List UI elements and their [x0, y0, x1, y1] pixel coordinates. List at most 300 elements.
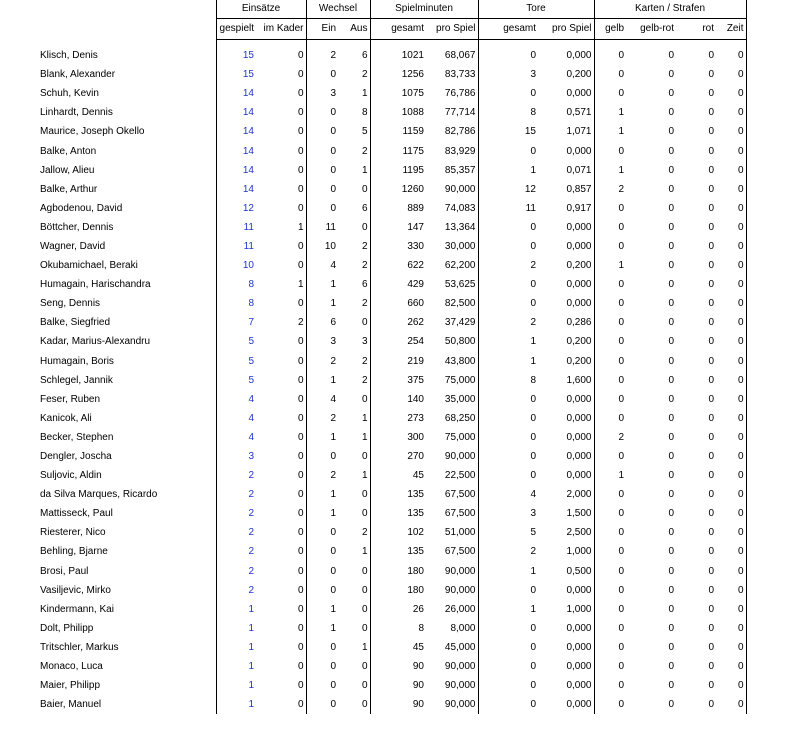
- cell-gelb-rot: 0: [668, 279, 674, 291]
- cell-im-kader: 0: [256, 122, 306, 141]
- cell-tore-gesamt: 1: [530, 164, 536, 176]
- cell-gelb-rot: 0: [668, 355, 674, 367]
- cell-minuten-gesamt: 1088: [401, 107, 424, 119]
- cell-aus: 6: [338, 199, 370, 218]
- col-header-minuten-pro-spiel: pro Spiel: [426, 19, 478, 40]
- cell-rot: 0: [708, 699, 714, 711]
- player-name: Böttcher, Dennis: [40, 221, 114, 233]
- cell-zeit: 0: [716, 275, 746, 294]
- cell-gelb: 0: [618, 279, 624, 291]
- player-name: Becker, Stephen: [40, 431, 114, 443]
- cell-tore-pro-spiel: 2,500: [538, 523, 594, 542]
- cell-gespielt: 14: [216, 141, 256, 160]
- cell-aus: 2: [338, 523, 370, 542]
- cell-ein: 1: [330, 622, 336, 634]
- cell-minuten-gesamt: 147: [407, 221, 424, 233]
- cell-aus: 8: [338, 103, 370, 122]
- cell-gelb: 0: [618, 584, 624, 596]
- cell-minuten-pro-spiel: 68,067: [426, 46, 478, 65]
- cell-gelb-rot: 0: [668, 183, 674, 195]
- cell-tore-pro-spiel: 0,000: [538, 695, 594, 714]
- cell-zeit: 0: [716, 581, 746, 600]
- cell-minuten-gesamt: 8: [418, 622, 424, 634]
- cell-minuten-gesamt: 140: [407, 393, 424, 405]
- cell-ein: 0: [330, 202, 336, 214]
- cell-tore-pro-spiel: 2,000: [538, 485, 594, 504]
- cell-aus: 6: [338, 46, 370, 65]
- table-row: [36, 122, 746, 141]
- cell-im-kader: 0: [256, 352, 306, 371]
- cell-rot: 0: [708, 546, 714, 558]
- table-row: [36, 180, 746, 199]
- cell-minuten-pro-spiel: 51,000: [426, 523, 478, 542]
- cell-tore-pro-spiel: 1,000: [538, 542, 594, 561]
- cell-aus: 2: [338, 65, 370, 84]
- table-row: [36, 695, 746, 714]
- cell-im-kader: 0: [256, 562, 306, 581]
- cell-gelb: 0: [618, 527, 624, 539]
- cell-gespielt: 14: [216, 103, 256, 122]
- cell-zeit: 0: [716, 371, 746, 390]
- cell-rot: 0: [708, 451, 714, 463]
- table-row: [36, 676, 746, 695]
- cell-minuten-pro-spiel: 74,083: [426, 199, 478, 218]
- cell-minuten-pro-spiel: 75,000: [426, 371, 478, 390]
- cell-zeit: 0: [716, 523, 746, 542]
- player-name: Kadar, Marius-Alexandru: [40, 336, 151, 348]
- cell-tore-gesamt: 2: [530, 317, 536, 329]
- cell-tore-pro-spiel: 0,000: [538, 657, 594, 676]
- cell-zeit: 0: [716, 332, 746, 351]
- cell-gespielt: 2: [216, 562, 256, 581]
- cell-gelb-rot: 0: [668, 145, 674, 157]
- cell-gelb: 0: [618, 298, 624, 310]
- cell-im-kader: 0: [256, 466, 306, 485]
- cell-gelb: 0: [618, 336, 624, 348]
- cell-ein: 0: [330, 546, 336, 558]
- cell-gelb: 0: [618, 221, 624, 233]
- cell-ein: 1: [330, 603, 336, 615]
- cell-tore-pro-spiel: 0,857: [538, 180, 594, 199]
- cell-tore-pro-spiel: 0,500: [538, 562, 594, 581]
- cell-aus: 1: [338, 466, 370, 485]
- cell-tore-pro-spiel: 0,200: [538, 332, 594, 351]
- cell-gelb-rot: 0: [668, 565, 674, 577]
- cell-gelb-rot: 0: [668, 451, 674, 463]
- cell-tore-gesamt: 0: [530, 680, 536, 692]
- cell-minuten-pro-spiel: 82,786: [426, 122, 478, 141]
- col-header-gespielt: gespielt: [216, 19, 256, 40]
- cell-rot: 0: [708, 279, 714, 291]
- cell-gespielt: 2: [216, 504, 256, 523]
- cell-gespielt: 14: [216, 161, 256, 180]
- cell-aus: 0: [338, 504, 370, 523]
- cell-gespielt: 1: [216, 619, 256, 638]
- cell-tore-gesamt: 0: [530, 279, 536, 291]
- player-name: Maier, Philipp: [40, 680, 101, 692]
- player-name: Brosi, Paul: [40, 565, 89, 577]
- cell-gespielt: 12: [216, 199, 256, 218]
- cell-zeit: 0: [716, 46, 746, 65]
- cell-gespielt: 10: [216, 256, 256, 275]
- cell-gelb-rot: 0: [668, 260, 674, 272]
- cell-zeit: 0: [716, 180, 746, 199]
- cell-aus: 0: [338, 390, 370, 409]
- cell-gelb: 0: [618, 489, 624, 501]
- cell-im-kader: 1: [256, 275, 306, 294]
- cell-gelb: 0: [618, 240, 624, 252]
- cell-gelb: 0: [618, 641, 624, 653]
- cell-tore-gesamt: 11: [525, 202, 536, 214]
- player-name: Vasiljevic, Mirko: [40, 584, 111, 596]
- cell-zeit: 0: [716, 600, 746, 619]
- cell-zeit: 0: [716, 390, 746, 409]
- cell-tore-gesamt: 0: [530, 431, 536, 443]
- cell-minuten-gesamt: 270: [407, 451, 424, 463]
- cell-gelb: 0: [618, 451, 624, 463]
- player-name: Wagner, David: [40, 240, 106, 252]
- cell-minuten-gesamt: 262: [407, 317, 424, 329]
- cell-gelb: 0: [618, 508, 624, 520]
- cell-tore-gesamt: 0: [530, 451, 536, 463]
- cell-minuten-pro-spiel: 62,200: [426, 256, 478, 275]
- cell-minuten-pro-spiel: 83,733: [426, 65, 478, 84]
- cell-gelb-rot: 0: [668, 412, 674, 424]
- player-name: Riesterer, Nico: [40, 527, 106, 539]
- cell-gelb-rot: 0: [668, 317, 674, 329]
- col-header-tore-gesamt: gesamt: [478, 19, 538, 40]
- cell-im-kader: 0: [256, 542, 306, 561]
- cell-tore-pro-spiel: 0,000: [538, 466, 594, 485]
- cell-rot: 0: [708, 221, 714, 233]
- cell-minuten-gesamt: 1260: [401, 183, 424, 195]
- cell-gelb: 0: [618, 202, 624, 214]
- cell-minuten-gesamt: 1195: [402, 164, 424, 176]
- cell-aus: 2: [338, 294, 370, 313]
- cell-gelb-rot: 0: [668, 107, 674, 119]
- cell-minuten-gesamt: 102: [407, 527, 424, 539]
- column-header-row: [36, 19, 746, 40]
- cell-tore-gesamt: 0: [530, 393, 536, 405]
- cell-minuten-pro-spiel: 67,500: [426, 485, 478, 504]
- cell-rot: 0: [708, 260, 714, 272]
- cell-im-kader: 0: [256, 619, 306, 638]
- cell-im-kader: 1: [256, 218, 306, 237]
- player-stats-table: [36, 0, 747, 714]
- cell-gelb: 1: [618, 126, 624, 138]
- cell-gelb: 0: [618, 546, 624, 558]
- cell-rot: 0: [708, 603, 714, 615]
- cell-minuten-gesamt: 375: [407, 374, 424, 386]
- cell-aus: 3: [338, 332, 370, 351]
- cell-gelb-rot: 0: [668, 374, 674, 386]
- cell-zeit: 0: [716, 237, 746, 256]
- cell-gespielt: 14: [216, 122, 256, 141]
- cell-tore-gesamt: 2: [530, 546, 536, 558]
- player-name: Feser, Ruben: [40, 393, 101, 405]
- cell-aus: 0: [338, 180, 370, 199]
- cell-minuten-pro-spiel: 67,500: [426, 504, 478, 523]
- cell-tore-gesamt: 4: [530, 489, 536, 501]
- cell-ein: 1: [330, 508, 336, 520]
- table-row: [36, 332, 746, 351]
- cell-tore-gesamt: 5: [530, 527, 536, 539]
- cell-zeit: 0: [716, 619, 746, 638]
- cell-minuten-pro-spiel: 90,000: [426, 180, 478, 199]
- cell-aus: 2: [338, 141, 370, 160]
- group-header-karten: Karten / Strafen: [594, 0, 746, 19]
- cell-gelb: 1: [618, 260, 624, 272]
- cell-im-kader: 0: [256, 447, 306, 466]
- cell-tore-pro-spiel: 0,000: [538, 294, 594, 313]
- cell-rot: 0: [708, 298, 714, 310]
- cell-rot: 0: [708, 202, 714, 214]
- cell-gespielt: 11: [216, 237, 256, 256]
- cell-gelb-rot: 0: [668, 221, 674, 233]
- table-row: [36, 65, 746, 84]
- cell-gelb: 0: [618, 69, 624, 81]
- cell-im-kader: 0: [256, 256, 306, 275]
- col-header-gelb: gelb: [594, 19, 626, 40]
- cell-minuten-gesamt: 1021: [401, 50, 424, 62]
- cell-im-kader: 0: [256, 523, 306, 542]
- cell-ein: 1: [330, 489, 336, 501]
- cell-gelb-rot: 0: [668, 336, 674, 348]
- cell-gelb-rot: 0: [668, 584, 674, 596]
- cell-zeit: 0: [716, 504, 746, 523]
- cell-tore-pro-spiel: 0,000: [538, 390, 594, 409]
- cell-gelb-rot: 0: [668, 470, 674, 482]
- cell-im-kader: 0: [256, 237, 306, 256]
- cell-gelb: 0: [618, 355, 624, 367]
- table-row: [36, 638, 746, 657]
- cell-gespielt: 5: [216, 371, 256, 390]
- cell-rot: 0: [708, 88, 714, 100]
- cell-rot: 0: [708, 107, 714, 119]
- table-row: [36, 275, 746, 294]
- cell-ein: 4: [330, 393, 336, 405]
- cell-tore-pro-spiel: 0,000: [538, 447, 594, 466]
- cell-gelb-rot: 0: [668, 202, 674, 214]
- col-header-gelb-rot: gelb-rot: [626, 19, 676, 40]
- cell-minuten-gesamt: 135: [407, 546, 424, 558]
- player-name: Okubamichael, Beraki: [40, 260, 138, 272]
- cell-im-kader: 0: [256, 294, 306, 313]
- col-header-im-kader: im Kader: [256, 19, 306, 40]
- cell-ein: 1: [330, 298, 336, 310]
- table-row: [36, 141, 746, 160]
- cell-minuten-pro-spiel: 43,800: [426, 352, 478, 371]
- cell-gespielt: 2: [216, 466, 256, 485]
- player-name: Kindermann, Kai: [40, 603, 114, 615]
- cell-minuten-pro-spiel: 85,357: [426, 161, 478, 180]
- cell-ein: 3: [330, 336, 336, 348]
- cell-tore-pro-spiel: 0,000: [538, 409, 594, 428]
- cell-tore-gesamt: 3: [530, 69, 536, 81]
- player-name: Schuh, Kevin: [40, 88, 99, 100]
- player-name: Suljovic, Aldin: [40, 470, 102, 482]
- cell-tore-gesamt: 0: [530, 50, 536, 62]
- cell-rot: 0: [708, 641, 714, 653]
- cell-zeit: 0: [716, 657, 746, 676]
- cell-tore-pro-spiel: 0,000: [538, 237, 594, 256]
- cell-minuten-gesamt: 1075: [401, 88, 424, 100]
- table-row: [36, 619, 746, 638]
- cell-ein: 3: [330, 88, 336, 100]
- player-name: Kanicok, Ali: [40, 412, 92, 424]
- cell-aus: 1: [338, 428, 370, 447]
- cell-zeit: 0: [716, 562, 746, 581]
- cell-tore-gesamt: 0: [530, 661, 536, 673]
- cell-im-kader: 0: [256, 141, 306, 160]
- cell-gelb-rot: 0: [668, 699, 674, 711]
- cell-ein: 0: [330, 680, 336, 692]
- cell-ein: 0: [330, 164, 336, 176]
- cell-minuten-pro-spiel: 82,500: [426, 294, 478, 313]
- cell-ein: 1: [330, 374, 336, 386]
- cell-tore-gesamt: 0: [530, 88, 536, 100]
- cell-gelb-rot: 0: [668, 527, 674, 539]
- cell-tore-gesamt: 0: [530, 622, 536, 634]
- cell-gelb-rot: 0: [668, 164, 674, 176]
- cell-minuten-pro-spiel: 90,000: [426, 695, 478, 714]
- cell-gelb: 2: [618, 431, 624, 443]
- cell-ein: 1: [330, 279, 336, 291]
- cell-tore-pro-spiel: 0,000: [538, 46, 594, 65]
- cell-tore-pro-spiel: 0,917: [538, 199, 594, 218]
- col-header-tore-pro-spiel: pro Spiel: [538, 19, 594, 40]
- cell-minuten-pro-spiel: 35,000: [426, 390, 478, 409]
- cell-gelb-rot: 0: [668, 603, 674, 615]
- cell-aus: 0: [338, 485, 370, 504]
- cell-gelb-rot: 0: [668, 240, 674, 252]
- cell-rot: 0: [708, 240, 714, 252]
- cell-gespielt: 1: [216, 695, 256, 714]
- cell-ein: 0: [330, 145, 336, 157]
- cell-gelb: 1: [618, 164, 624, 176]
- cell-tore-pro-spiel: 1,600: [538, 371, 594, 390]
- cell-tore-gesamt: 8: [530, 374, 536, 386]
- player-name: Seng, Dennis: [40, 298, 101, 310]
- cell-ein: 0: [330, 107, 336, 119]
- cell-gelb-rot: 0: [668, 50, 674, 62]
- table-row: [36, 600, 746, 619]
- cell-gelb-rot: 0: [668, 69, 674, 81]
- cell-tore-gesamt: 0: [530, 298, 536, 310]
- cell-tore-gesamt: 0: [530, 699, 536, 711]
- cell-minuten-pro-spiel: 67,500: [426, 542, 478, 561]
- table-row: [36, 447, 746, 466]
- col-header-ein: Ein: [306, 19, 338, 40]
- cell-zeit: 0: [716, 352, 746, 371]
- player-name: da Silva Marques, Ricardo: [40, 489, 158, 501]
- cell-minuten-gesamt: 90: [412, 699, 424, 711]
- cell-minuten-gesamt: 254: [407, 336, 424, 348]
- cell-tore-pro-spiel: 0,000: [538, 676, 594, 695]
- cell-minuten-gesamt: 26: [412, 603, 424, 615]
- cell-gespielt: 15: [216, 65, 256, 84]
- table-row: [36, 352, 746, 371]
- player-name: Baier, Manuel: [40, 699, 102, 711]
- cell-tore-gesamt: 0: [530, 641, 536, 653]
- cell-tore-pro-spiel: 0,571: [538, 103, 594, 122]
- cell-gespielt: 8: [216, 294, 256, 313]
- cell-ein: 2: [330, 412, 336, 424]
- cell-im-kader: 0: [256, 84, 306, 103]
- cell-rot: 0: [708, 336, 714, 348]
- cell-minuten-gesamt: 1159: [402, 126, 424, 138]
- cell-zeit: 0: [716, 409, 746, 428]
- cell-im-kader: 0: [256, 332, 306, 351]
- cell-im-kader: 0: [256, 485, 306, 504]
- player-name: Humagain, Boris: [40, 355, 114, 367]
- cell-rot: 0: [708, 412, 714, 424]
- cell-gelb-rot: 0: [668, 546, 674, 558]
- cell-gelb-rot: 0: [668, 661, 674, 673]
- cell-tore-pro-spiel: 0,286: [538, 313, 594, 332]
- player-name: Monaco, Luca: [40, 661, 103, 673]
- cell-aus: 1: [338, 84, 370, 103]
- cell-gelb: 1: [618, 107, 624, 119]
- cell-tore-gesamt: 3: [530, 508, 536, 520]
- player-name: Tritschler, Markus: [40, 641, 119, 653]
- cell-minuten-pro-spiel: 53,625: [426, 275, 478, 294]
- cell-ein: 2: [330, 50, 336, 62]
- cell-minuten-gesamt: 622: [407, 260, 424, 272]
- cell-tore-pro-spiel: 1,500: [538, 504, 594, 523]
- group-header-spielminuten: Spielminuten: [370, 0, 478, 19]
- cell-minuten-gesamt: 660: [407, 298, 424, 310]
- cell-zeit: 0: [716, 428, 746, 447]
- cell-im-kader: 0: [256, 638, 306, 657]
- cell-rot: 0: [708, 527, 714, 539]
- cell-gelb-rot: 0: [668, 622, 674, 634]
- cell-zeit: 0: [716, 542, 746, 561]
- cell-gespielt: 4: [216, 409, 256, 428]
- cell-tore-pro-spiel: 0,000: [538, 638, 594, 657]
- cell-aus: 0: [338, 447, 370, 466]
- table-body: [36, 46, 746, 714]
- cell-im-kader: 0: [256, 581, 306, 600]
- cell-im-kader: 0: [256, 600, 306, 619]
- cell-ein: 2: [330, 355, 336, 367]
- cell-rot: 0: [708, 393, 714, 405]
- col-header-zeit: Zeit: [716, 19, 746, 40]
- cell-minuten-gesamt: 273: [407, 412, 424, 424]
- cell-rot: 0: [708, 69, 714, 81]
- cell-minuten-gesamt: 90: [412, 661, 424, 673]
- cell-tore-gesamt: 15: [524, 126, 536, 138]
- cell-aus: 1: [338, 542, 370, 561]
- table-row: [36, 256, 746, 275]
- cell-tore-pro-spiel: 1,000: [538, 600, 594, 619]
- player-name: Linhardt, Dennis: [40, 107, 113, 119]
- cell-aus: 6: [338, 275, 370, 294]
- cell-gelb: 0: [618, 661, 624, 673]
- cell-tore-gesamt: 2: [530, 260, 536, 272]
- col-header-aus: Aus: [338, 19, 370, 40]
- cell-rot: 0: [708, 584, 714, 596]
- cell-aus: 2: [338, 352, 370, 371]
- cell-im-kader: 0: [256, 161, 306, 180]
- cell-tore-pro-spiel: 0,000: [538, 581, 594, 600]
- cell-gespielt: 3: [216, 447, 256, 466]
- cell-aus: 0: [338, 676, 370, 695]
- cell-im-kader: 2: [256, 313, 306, 332]
- cell-minuten-gesamt: 135: [407, 508, 424, 520]
- table-row: [36, 409, 746, 428]
- cell-gelb-rot: 0: [668, 489, 674, 501]
